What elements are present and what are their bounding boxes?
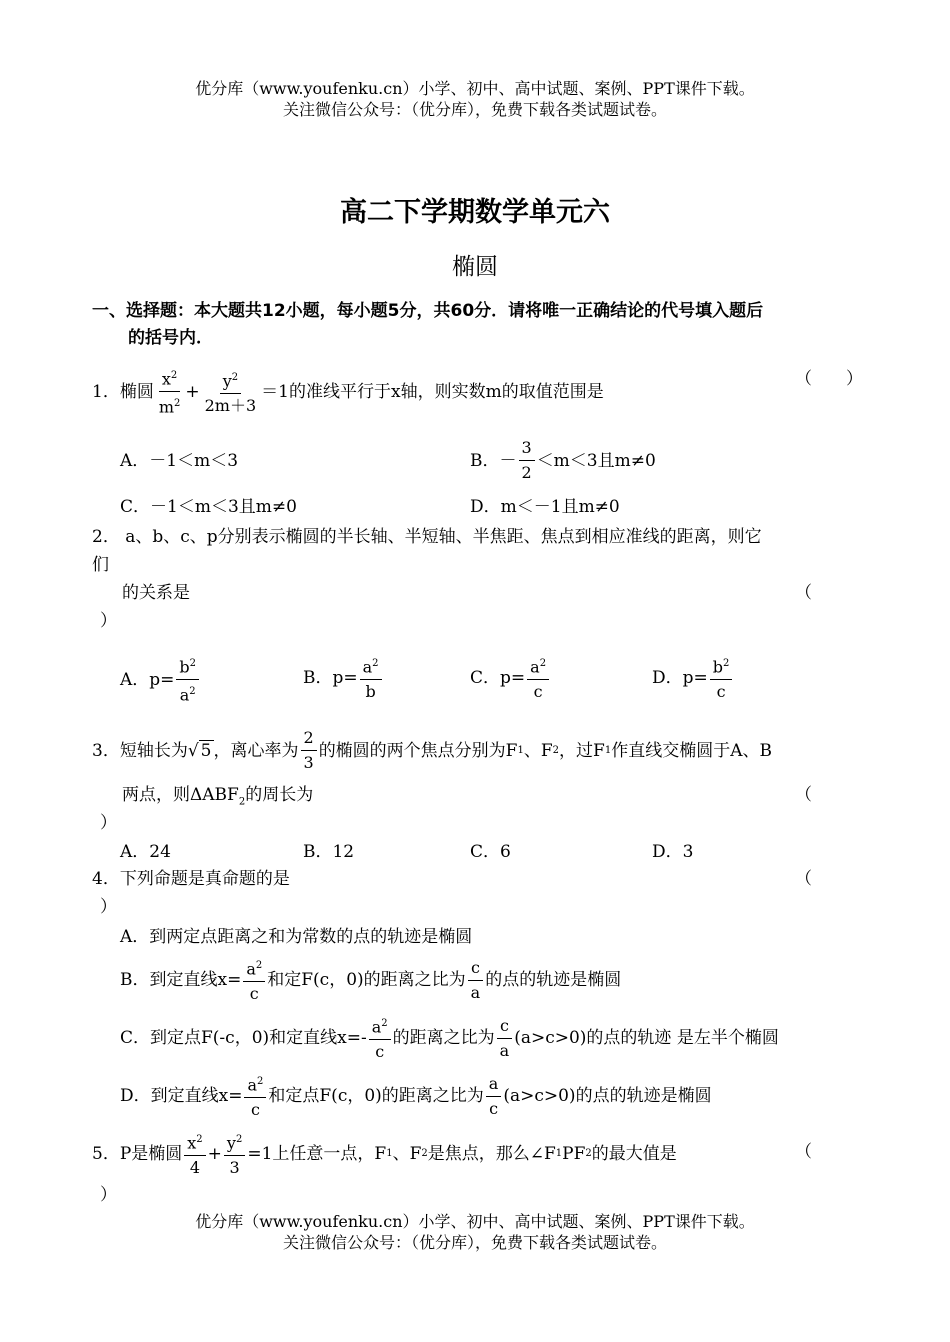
- answer-paren-right: ）: [100, 611, 117, 631]
- answer-paren-left: （: [795, 1142, 812, 1162]
- fraction: $\frac{a}{c}$: [486, 1074, 502, 1119]
- answer-paren-right: ）: [100, 813, 117, 833]
- fraction: $\frac{a^2}{c}$: [244, 1072, 266, 1120]
- fraction: $\frac{x^2}{4}$: [184, 1130, 205, 1178]
- option-a: A．到两定点距离之和为常数的点的轨迹是椭圆: [120, 927, 473, 947]
- fraction: $\frac{y^2}{3}$: [224, 1130, 245, 1178]
- fraction: $\frac{y^2}{2m+3}$: [202, 368, 260, 416]
- option-d: D．p= $\frac{b^2}{c}$: [652, 654, 734, 702]
- question-2-cont: 的关系是: [122, 583, 190, 603]
- option-b: B．12: [303, 842, 355, 862]
- section-heading: 一、选择题：本大题共12小题，每小题5分，共60分．请将唯一正确结论的代号填入题后: [92, 301, 764, 321]
- question-2: 2． a、b、c、p分别表示椭圆的半长轴、半短轴、半焦距、焦点到相应准线的距离，则它: [92, 527, 762, 547]
- answer-paren-left: （: [795, 785, 812, 805]
- header-line-2: 关注微信公众号：（优分库），免费下载各类试题试卷。: [282, 100, 667, 119]
- fraction: $\frac{3}{2}$: [519, 438, 535, 483]
- option-b: B．到定直线x= $\frac{a^2}{c}$ 和定F(c，0)的距离之比为 $\frac{c}{a}$ 的点的轨迹是椭圆: [120, 957, 622, 1004]
- question-4: 4．下列命题是真命题的是: [92, 869, 290, 889]
- fraction: $\frac{c}{a}$: [497, 1016, 513, 1061]
- fraction: $\frac{2}{3}$: [301, 728, 317, 773]
- fraction: $\frac{b^2}{a^2}$: [176, 654, 199, 706]
- header-line-1: 优分库（www.youfenku.cn）小学、初中、高中试题、案例、PPT课件下载。: [195, 79, 755, 98]
- answer-paren-left: （: [795, 869, 812, 889]
- answer-paren-right: ）: [100, 897, 117, 917]
- option-c: C．－1＜m＜3且m≠0: [120, 497, 297, 517]
- section-heading-cont: 的括号内．: [128, 328, 213, 348]
- option-d: D．到定直线x= $\frac{a^2}{c}$ 和定点F(c，0)的距离之比为 $\frac{a}{c}$ (a>c>0)的点的轨迹是椭圆: [120, 1073, 712, 1120]
- question-3-cont: 两点，则$\Delta ABF_2$的周长为: [122, 785, 314, 808]
- answer-paren: （ ）: [795, 369, 863, 389]
- answer-paren-left: （: [795, 583, 812, 603]
- option-c: C．到定点F(-c，0)和定直线x=- $\frac{a^2}{c}$ 的距离之比为 $\frac{c}{a}$ (a>c>0)的点的轨迹 是左半个椭圆: [120, 1015, 779, 1062]
- option-c: C．p= $\frac{a^2}{c}$: [470, 654, 551, 702]
- question-3: 3．短轴长为 √ 5 ，离心率为 $\frac{2}{3}$ 的椭圆的两个焦点分别为F 1 、F 2 ，过F 1 作直线交椭圆于A、B: [92, 728, 772, 772]
- option-d: D．3: [652, 842, 694, 862]
- fraction: $\frac{a^2}{c}$: [527, 654, 549, 702]
- fraction: $\frac{a^2}{c}$: [243, 956, 265, 1004]
- fraction: $\frac{c}{a}$: [468, 958, 484, 1003]
- fraction: $\frac{a^2}{c}$: [369, 1014, 391, 1062]
- footer-line-2: 关注微信公众号：（优分库），免费下载各类试题试卷。: [282, 1233, 667, 1252]
- option-d: D．m＜－1且m≠0: [470, 497, 620, 517]
- question-5: 5．P是椭圆 $\frac{x^2}{4}$ + $\frac{y^2}{3}$ =1上任意一点，F 1 、F 2 是焦点，那么∠F 1 PF 2 的最大值是: [92, 1130, 677, 1178]
- option-b: B．p= $\frac{a^2}{b}$: [303, 654, 384, 702]
- question-2-wrap: 们: [92, 555, 109, 575]
- answer-paren-right: ）: [100, 1185, 117, 1205]
- fraction: $\frac{a^2}{b}$: [360, 654, 382, 702]
- option-b: B．－ $\frac{3}{2}$ ＜m＜3且m≠0: [470, 438, 656, 482]
- option-a: A．24: [120, 842, 171, 862]
- footer-line-1: 优分库（www.youfenku.cn）小学、初中、高中试题、案例、PPT课件下载。: [195, 1212, 755, 1231]
- fraction: $\frac{x^2}{m^2}$: [156, 366, 184, 418]
- question-1: 1．椭圆 $\frac{x^2}{m^2}$ + $\frac{y^2}{2m+3}$ ＝1的准线平行于x轴，则实数m的取值范围是: [92, 366, 604, 418]
- option-c: C．6: [470, 842, 511, 862]
- option-a: A．p= $\frac{b^2}{a^2}$: [120, 654, 201, 706]
- option-a: A．－1＜m＜3: [120, 451, 239, 471]
- fraction: $\frac{b^2}{c}$: [710, 654, 733, 702]
- page-subtitle: 椭圆: [452, 254, 498, 280]
- page-title: 高二下学期数学单元六: [340, 197, 610, 228]
